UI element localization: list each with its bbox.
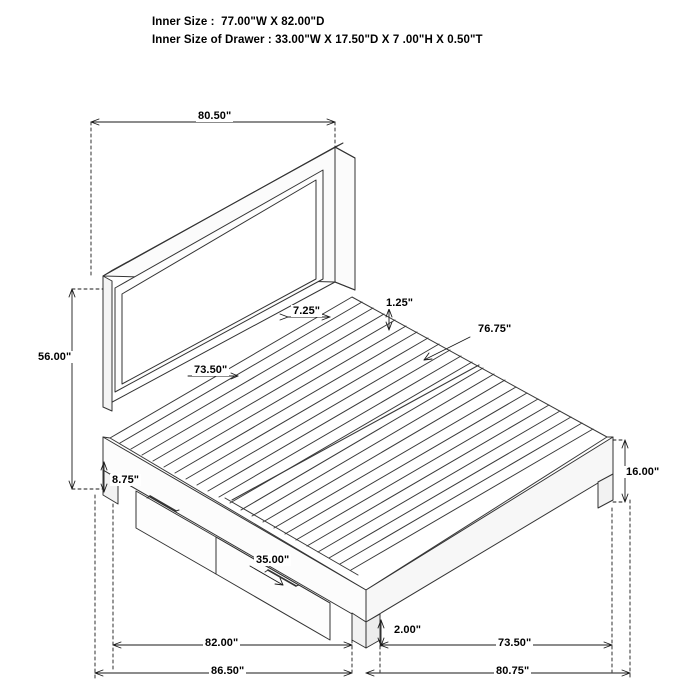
dim-label-clearance: 2.00"	[394, 624, 422, 636]
dim-label-bed-depth: 76.75"	[478, 323, 512, 335]
dim-label-drawer-width: 35.00"	[256, 554, 290, 566]
dim-label-overall-side: 80.75"	[496, 665, 530, 677]
dim-label-rail-height: 8.75"	[112, 474, 140, 486]
spec-line-inner-size: Inner Size : 77.00"W X 82.00"D	[152, 16, 325, 28]
dim-label-slat-thickness: 1.25"	[386, 297, 414, 309]
dim-label-side-height: 16.00"	[626, 466, 660, 478]
spec-line-inner-size-drawer: Inner Size of Drawer : 33.00"W X 17.50"D X 7 .00"H X 0.50"T	[152, 33, 483, 46]
dim-label-footprint-side: 73.50"	[498, 637, 532, 649]
dim-label-top-width: 80.50"	[198, 110, 232, 122]
dim-label-overall-front: 86.50"	[211, 665, 245, 677]
dim-label-inner-width: 73.50"	[194, 364, 228, 376]
dim-label-headboard-height: 56.00"	[38, 351, 72, 363]
dim-label-footprint-front: 82.00"	[205, 637, 239, 649]
dim-label-panel-inset: 7.25"	[293, 305, 321, 317]
